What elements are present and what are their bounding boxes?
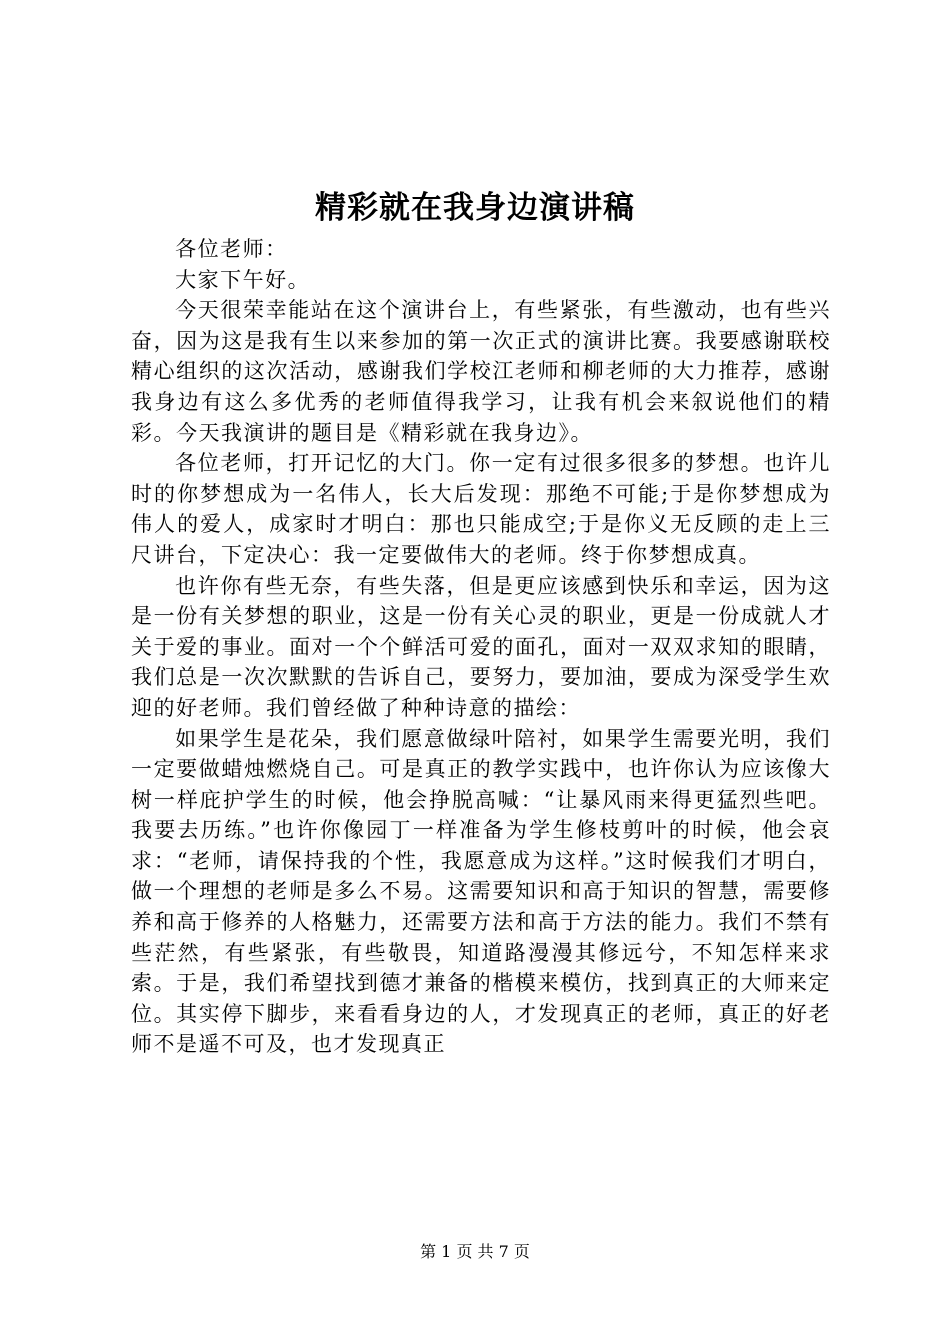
document-body bbox=[131, 234, 831, 1060]
salutation-paragraph: 各位老师： bbox=[175, 237, 288, 261]
body-paragraph: 也许你有些无奈，有些失落，但是更应该感到快乐和幸运，因为这是一份有关梦想的职业，这是一份有关心灵的职业，更是一份成就人才关于爱的事业。面对一个个鲜活可爱的面孔，面对一双双求知的眼睛，我们总是一次次默默的告诉自己，要努力，要加油，要成为深受学生欢迎的好老师。我们曾经做了种种诗意的描绘： bbox=[131, 573, 831, 720]
body-paragraph: 如果学生是花朵，我们愿意做绿叶陪衬，如果学生需要光明，我们一定要做蜡烛燃烧自己。可是真正的教学实践中，也许你认为应该像大树一样庇护学生的时候，他会挣脱高喊：“让暴风雨来得更猛烈些吧。我要去历练。”也许你像园丁一样准备为学生修枝剪叶的时候，他会哀求：“老师，请保持我的个性，我愿意成为这样。”这时候我们才明白，做一个理想的老师是多么不易。这需要知识和高于知识的智慧，需要修养和高于修养的人格魅力，还需要方法和高于方法的能力。我们不禁有些茫然，有些紧张，有些敬畏，知道路漫漫其修远兮，不知怎样来求索。于是，我们希望找到德才兼备的楷模来模仿，找到真正的大师来定位。其实停下脚步，来看看身边的人，才发现真正的老师，真正的好老师不是遥不可及，也才发现真正 bbox=[131, 726, 831, 1057]
body-paragraph: 今天很荣幸能站在这个演讲台上，有些紧张，有些激动，也有些兴奋，因为这是我有生以来参加的第一次正式的演讲比赛。我要感谢联校精心组织的这次活动，感谢我们学校江老师和柳老师的大力推荐，感谢我身边有这么多优秀的老师值得我学习，让我有机会来叙说他们的精彩。今天我演讲的题目是《精彩就在我身边》。 bbox=[131, 298, 831, 445]
page-number-footer: 第 1 页 共 7 页 bbox=[420, 1242, 530, 1261]
body-paragraph: 各位老师，打开记忆的大门。你一定有过很多很多的梦想。也许儿时的你梦想成为一名伟人，长大后发现：那绝不可能;于是你梦想成为伟人的爱人，成家时才明白：那也只能成空;于是你义无反顾的走上三尺讲台，下定决心：我一定要做伟大的老师。终于你梦想成真。 bbox=[131, 451, 831, 567]
document-title: 精彩就在我身边演讲稿 bbox=[315, 190, 635, 226]
greeting-paragraph: 大家下午好。 bbox=[175, 267, 311, 292]
